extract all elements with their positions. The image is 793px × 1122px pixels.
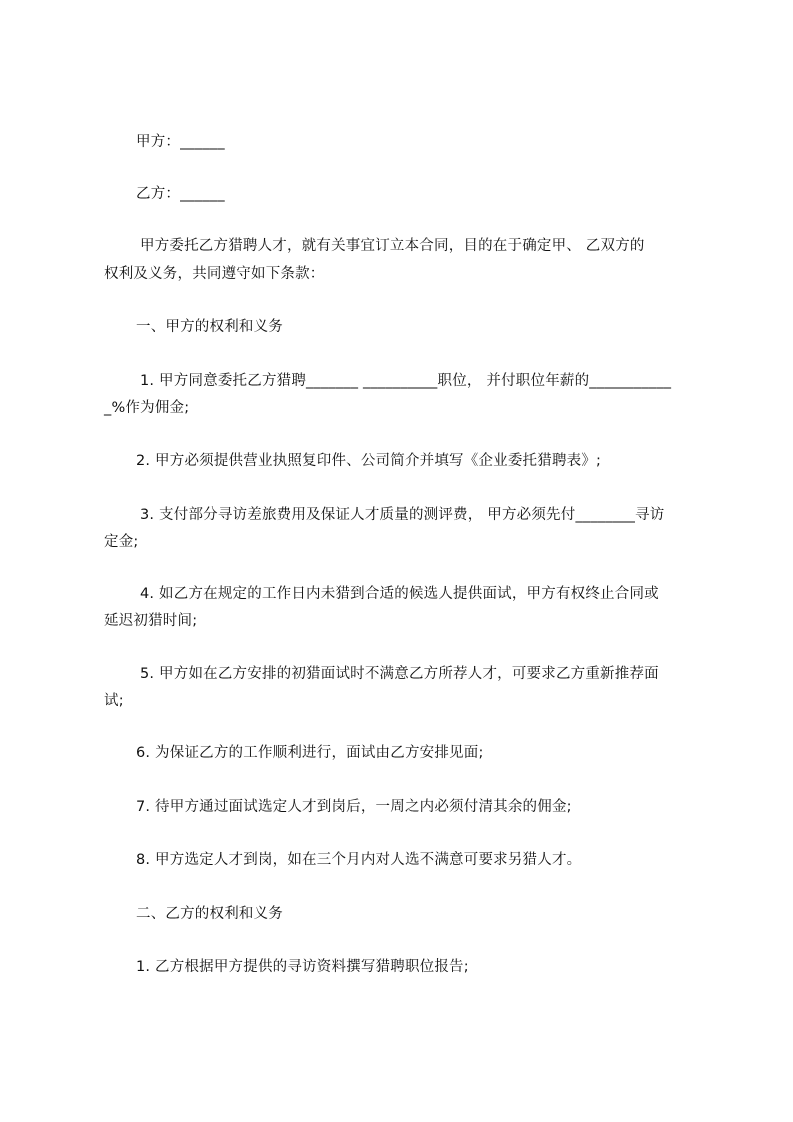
intro-paragraph-line2: 权利及义务，共同遵守如下条款： (104, 266, 325, 282)
s2-item1: 1. 乙方根据甲方提供的寻访资料撰写猎聘职位报告; (136, 959, 469, 975)
section1-heading: 一、甲方的权利和义务 (136, 319, 283, 335)
party-b-line: 乙方：______ (136, 186, 225, 202)
s1-item3-line1: 3. 支付部分寻访差旅费用及保证人才质量的测评费， 甲方必须先付________寻访 (140, 507, 665, 523)
s1-item2: 2. 甲方必须提供营业执照复印件、公司简介并填写《企业委托猎聘表》; (136, 453, 602, 469)
s1-item1-line2: _%作为佣金; (104, 400, 190, 416)
s1-item8: 8. 甲方选定人才到岗，如在三个月内对人选不满意可要求另猎人才。 (136, 852, 582, 868)
s1-item6: 6. 为保证乙方的工作顺利进行，面试由乙方安排见面; (136, 745, 484, 761)
s1-item5-line1: 5. 甲方如在乙方安排的初猎面试时不满意乙方所荐人才，可要求乙方重新推荐面 (140, 666, 659, 682)
section2-heading: 二、乙方的权利和义务 (136, 906, 283, 922)
party-a-line: 甲方：______ (136, 134, 225, 150)
s1-item3-line2: 定金; (104, 534, 139, 550)
s1-item1-line1: 1. 甲方同意委托乙方猎聘_______ __________职位， 并付职位年薪的___________ (140, 373, 672, 389)
intro-paragraph-line1: 甲方委托乙方猎聘人才，就有关事宜订立本合同，目的在于确定甲、 乙双方的 (140, 238, 645, 254)
s1-item5-line2: 试; (104, 693, 124, 709)
s1-item4-line1: 4. 如乙方在规定的工作日内未猎到合适的候选人提供面试，甲方有权终止合同或 (140, 586, 659, 602)
s1-item4-line2: 延迟初猎时间; (104, 613, 198, 629)
s1-item7: 7. 待甲方通过面试选定人才到岗后，一周之内必须付清其余的佣金; (136, 799, 572, 815)
